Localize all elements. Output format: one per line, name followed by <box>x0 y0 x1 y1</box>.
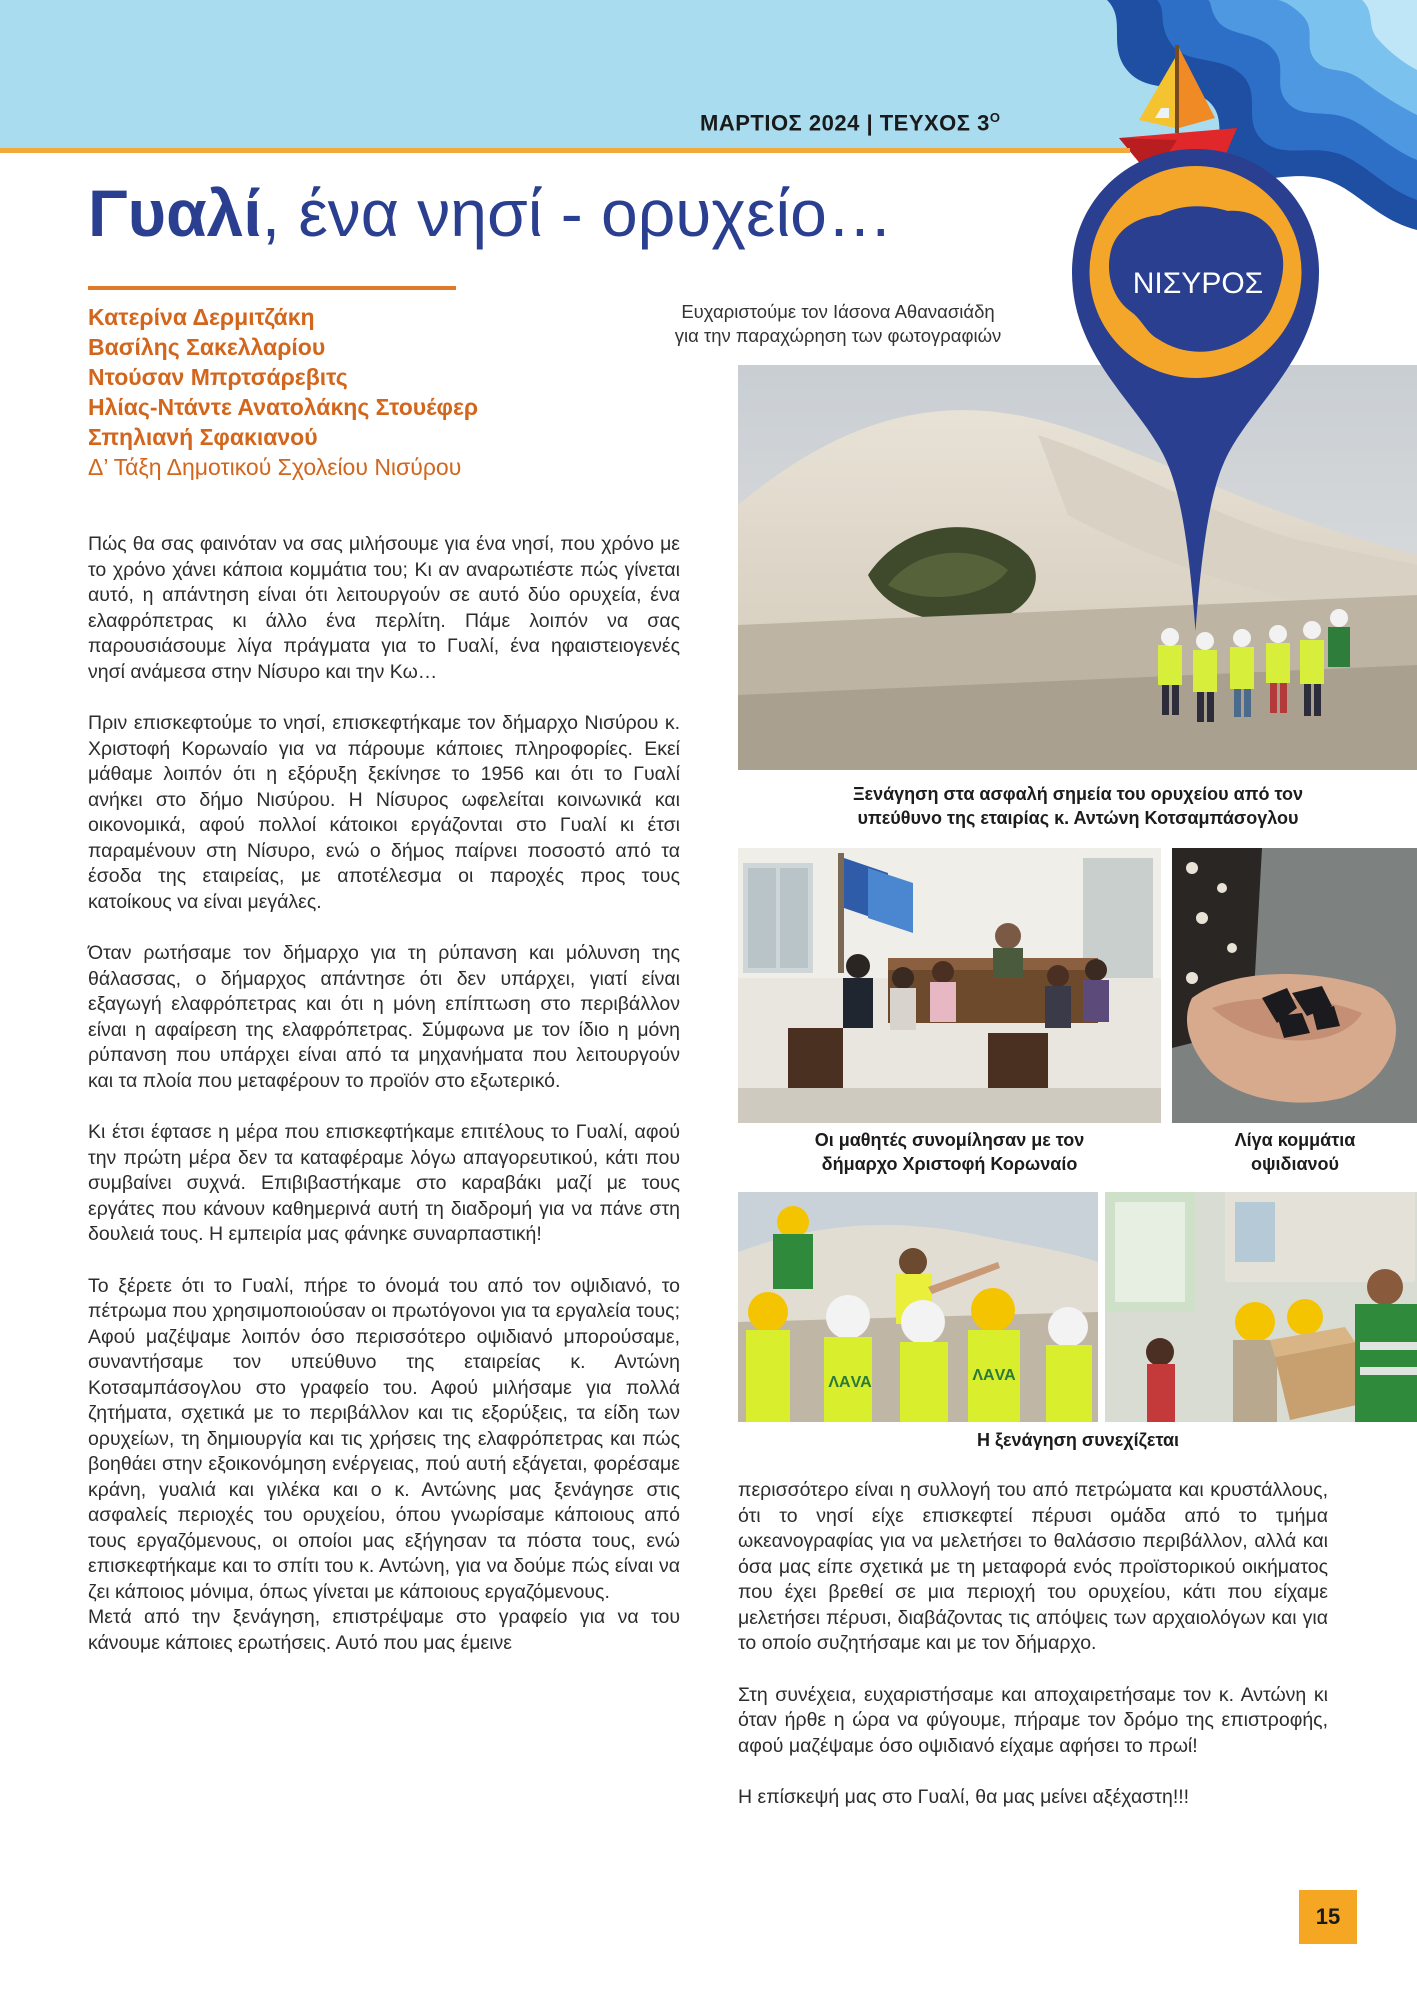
nisyros-map-pin <box>1068 145 1323 635</box>
author-name: Ηλίας-Ντάντε Ανατολάκης Στουέφερ <box>88 394 479 420</box>
photo-tour-outside <box>738 1192 1098 1422</box>
article-body-column-1 <box>88 532 680 1682</box>
author-name: Βασίλης Σακελλαρίου <box>88 334 326 360</box>
author-school: Δ’ Τάξη Δημοτικού Σχολείου Νισύρου <box>88 454 462 480</box>
issue-separator: | <box>866 110 874 136</box>
paragraph: Η επίσκεψή μας στο Γυαλί, θα μας μείνει αξέχαστη!!! <box>738 1786 1190 1808</box>
photo-credit-line: Ευχαριστούμε τον Ιάσονα Αθανασιάδη <box>681 301 995 322</box>
photo-mayor-meeting <box>738 848 1161 1123</box>
issue-superscript: Ο <box>989 110 1001 125</box>
caption-line: δήμαρχο Χριστοφή Κορωναίο <box>821 1154 1078 1174</box>
caption-mayor-meeting <box>738 1128 1161 1176</box>
paragraph: Κι έτσι έφτασε η μέρα που επισκεφτήκαμε επιτέλους το Γυαλί, αφού την πρώτη μέρα δεν τα καταφέραμε λόγω απαγορευτικού, κάτι που συμβαίνει συχνά. Επιβιβαστήκαμε στο καραβάκι μαζί με τους εργάτες που κάνουν καθημερινά αυτή τη διαδρομή για να πάνε στη δουλειά τους. Η εμπειρία μας φάνηκε συναρπαστική! <box>88 1121 680 1245</box>
paragraph: Πώς θα σας φαινόταν να σας μιλήσουμε για ένα νησί, που χρόνο με το χρόνο χάνει κάποια κομμάτια του; Κι αν αναρωτιέστε πώς γίνεται αυτό, η απάντηση είναι ότι λειτουργούν σε αυτό δύο ορυχεία, ένα ελαφρόπετρας κι άλλο ένα περλίτη. Πάμε λοιπόν να σας παρουσιάσουμε λίγα πράγματα για το Γυαλί, ένα ηφαιστειογενές νησί ανάμεσα στην Νίσυρο και την Κω… <box>88 533 680 683</box>
issue-info <box>700 110 1000 136</box>
header-rule <box>0 148 1130 153</box>
issue-label: ΤΕΥΧΟΣ 3 <box>879 110 990 136</box>
photo-tour-inside <box>1105 1192 1417 1422</box>
caption-obsidian <box>1172 1128 1417 1176</box>
vest-logo: ΛΑVA <box>828 1374 872 1391</box>
caption-line: υπεύθυνο της εταιρίας κ. Αντώνη Κοτσαμπάσογλου <box>857 808 1299 828</box>
caption-quarry-tour <box>738 782 1417 830</box>
caption-line: Οι μαθητές συνομίλησαν με τον <box>814 1130 1085 1150</box>
paragraph: Το ξέρετε ότι το Γυαλί, πήρε το όνομά του από τον οψιδιανό, το πέτρωμα που χρησιμοποιούσαν οι πρωτόγονοι για τα εργαλεία τους; Αφού μαζέψαμε λοιπόν όσο περισσότερο οψιδιανό μπορούσαμε, συναντήσαμε τον υπεύθυνο της εταιρείας κ. Αντώνη Κοτσαμπάσογλου στο γραφείο του. Αφού μιλήσαμε για πολλά ζητήματα, σχετικά με το περιβάλλον και τις εξορύξεις, τα είδη των ορυχείων, τη δημιουργία και τις χρήσεις της ελαφρόπετρας και πώς βοηθάει στην εξοικονόμηση ενέργειας, πού αυτή εξάγεται, φορέσαμε κράνη, γυαλιά και γιλέκα και ο κ. Αντώνης μας ξενάγησε στις ασφαλείς περιοχές του ορυχείου, όπου γνωρίσαμε κάποιους από τους εργαζόμενους, οι οποίοι μας εξήγησαν τα πόστα τους, ενώ επισκεφτήκαμε και το σπίτι του κ. Αντώνη, για να δούμε πώς είναι να ζει κάποιος μόνιμα, όπως γίνεται με κάποιους εργαζόμενους. <box>88 1274 680 1603</box>
caption-line: Ξενάγηση στα ασφαλή σημεία του ορυχείου από τον <box>852 784 1304 804</box>
author-name: Κατερίνα Δερμιτζάκη <box>88 304 315 330</box>
author-name: Ντούσαν Μπρτσάρεβιτς <box>88 364 348 390</box>
title-underline <box>88 286 456 290</box>
issue-date: ΜΑΡΤΙΟΣ 2024 <box>700 110 860 136</box>
photo-credit <box>628 300 1048 348</box>
photo-credit-line: για την παραχώρηση των φωτογραφιών <box>674 325 1002 346</box>
page-number: 15 <box>1299 1890 1357 1944</box>
author-list <box>88 302 478 482</box>
caption-tour <box>738 1428 1417 1452</box>
title-rest: , ένα νησί - ορυχείο… <box>261 176 893 250</box>
caption-line: οψιδιανού <box>1250 1154 1340 1174</box>
photo-obsidian <box>1172 848 1417 1123</box>
paragraph: Στη συνέχεια, ευχαριστήσαμε και αποχαιρετήσαμε τον κ. Αντώνη κι όταν ήρθε η ώρα να φύγουμε, πήραμε τον δρόμο της επιστροφής, αφού μαζέψαμε όσο οψιδιανό είχαμε αφήσει το πρωί! <box>738 1683 1328 1757</box>
article-body-column-2 <box>738 1478 1328 1837</box>
paragraph: περισσότερο είναι η συλλογή του από πετρώματα και κρυστάλλους, ότι το νησί είχε επισκεφτεί πέρυσι ομάδα από το τμήμα ωκεανογραφίας για να μελετήσει το θαλάσσιο περιβάλλον, αλλά και όσα μας είπε σχετικά με τη μεταφορά ενός προϊστορικού οικήματος που έχει βρεθεί σε μια περιοχή του ορυχείου, κάτι που είχαμε μελετήσει πέρυσι, διαβάζοντας τις απόψεις των αρχαιολόγων και για το οποίο συζητήσαμε και με τον δήμαρχο. <box>738 1479 1328 1654</box>
paragraph: Πριν επισκεφτούμε το νησί, επισκεφτήκαμε τον δήμαρχο Νισύρου κ. Χριστοφή Κορωναίο για να πάρουμε κάποιες πληροφορίες. Εκεί μάθαμε λοιπόν ότι η εξόρυξη ξεκίνησε το 1956 και ότι το Γυαλί ανήκει στο δήμο Νισύρου. Η Νίσυρος ωφελείται κοινωνικά και οικονομικά, αφού πολλοί κάτοικοι εργάζονται στο Γυαλί κι έτσι παραμένουν στη Νίσυρο, ενώ ο δήμος παίρνει ποσοστό από τα έσοδα της εταιρείας, με αποτέλεσμα οι παροχές προς τους κατοίκους να είναι μεγάλες. <box>88 712 680 913</box>
vest-logo: ΛΑVA <box>972 1367 1016 1384</box>
title-bold: Γυαλί <box>88 176 262 250</box>
caption-line: Λίγα κομμάτια <box>1234 1130 1356 1150</box>
caption-line: Η ξενάγηση συνεχίζεται <box>976 1430 1180 1450</box>
page-title <box>88 176 893 250</box>
paragraph: Όταν ρωτήσαμε τον δήμαρχο για τη ρύπανση και μόλυνση της θάλασσας, ο δήμαρχος απάντησε ότι δεν υπάρχει, γιατί είναι εξαγωγή ελαφρόπετρας και ότι η μόνη επίπτωση στο περιβάλλον είναι η αφαίρεση της ελαφρόπετρας. Σύμφωνα με τον ίδιο η μόνη ρύπανση που υπάρχει είναι από τα μηχανήματα που λειτουργούν και τα πλοία που μεταφέρουν το προϊόν στο εξωτερικό. <box>88 942 680 1092</box>
pin-label: ΝΙΣΥΡΟΣ <box>1132 267 1264 300</box>
author-name: Σπηλιανή Σφακιανού <box>88 424 318 450</box>
paragraph: Μετά από την ξενάγηση, επιστρέψαμε στο γραφείο για να του κάνουμε κάποιες ερωτήσεις. Αυτό που μας έμεινε <box>88 1606 680 1654</box>
